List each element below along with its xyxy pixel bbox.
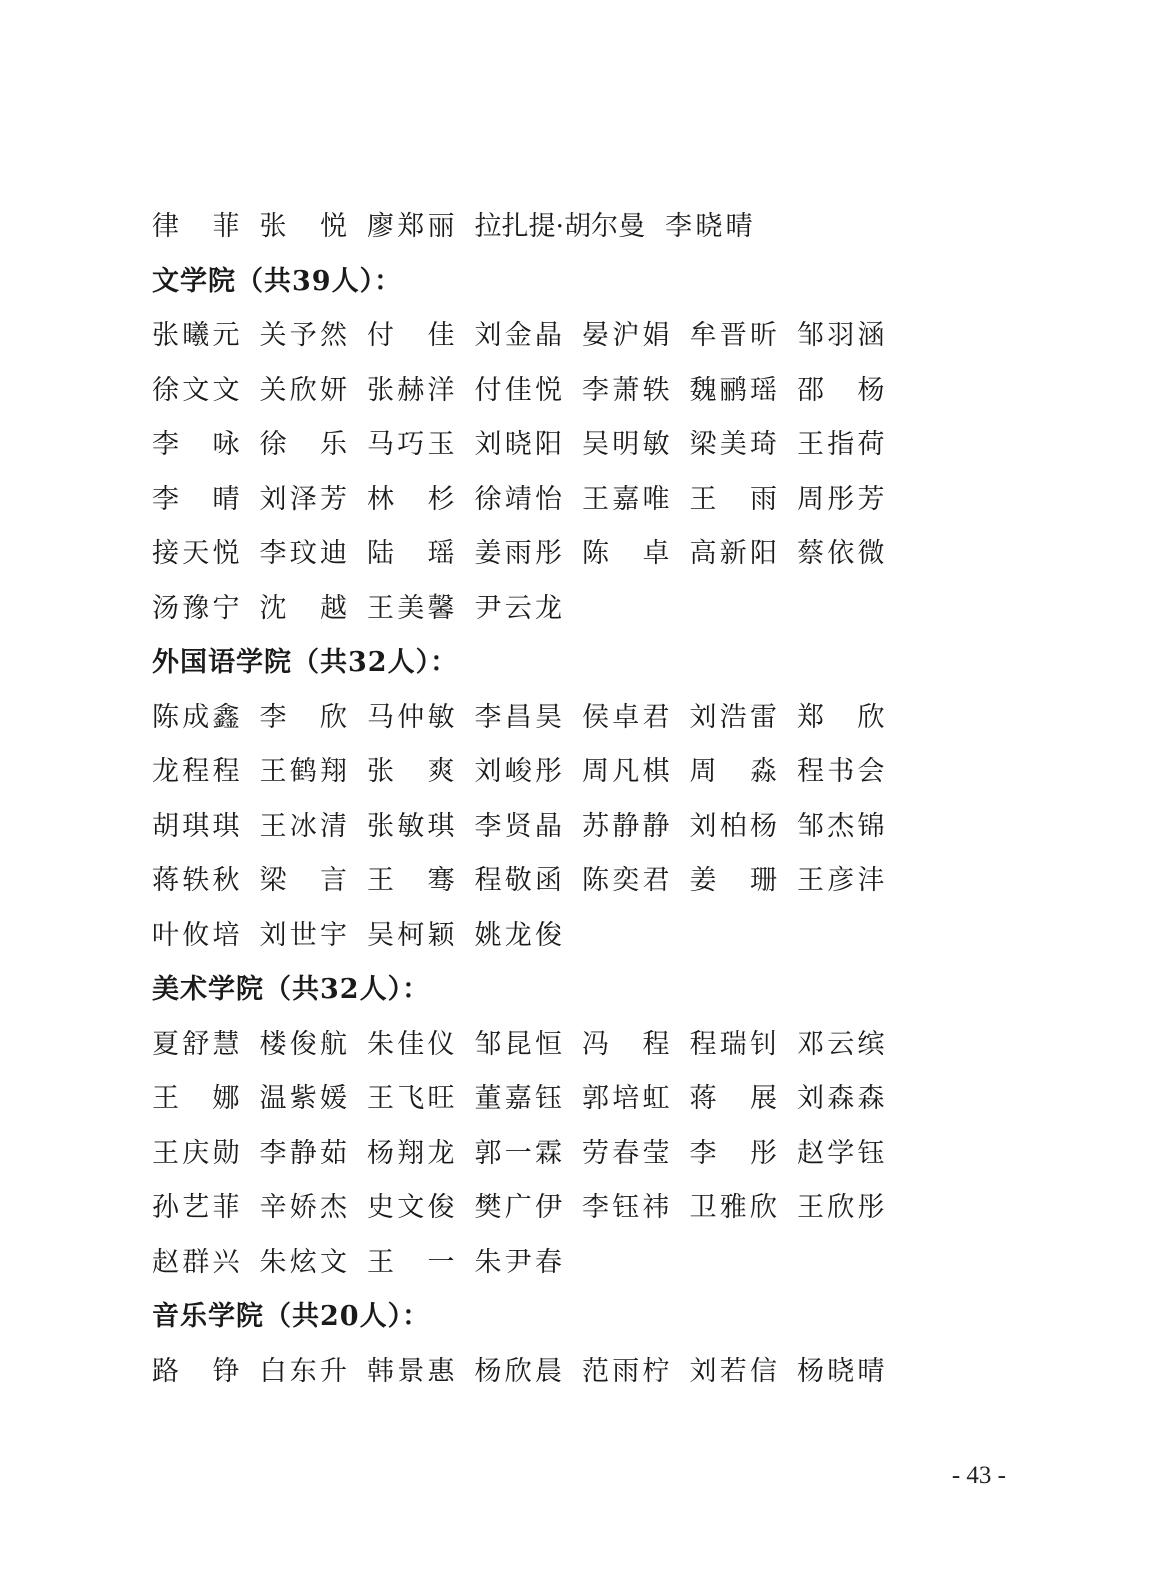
person-name: 姚 龙 俊	[474, 919, 562, 951]
person-name: 王 骞	[367, 865, 455, 896]
person-name: 王 欣 彤	[797, 1192, 885, 1223]
person-name: 陈 奕 君	[582, 865, 670, 896]
page-number-text: - 43 -	[951, 1462, 1006, 1489]
person-name: 接 天 悦	[152, 538, 240, 569]
person-name: 龙 程 程	[152, 756, 240, 787]
person-name: 刘 金 晶	[474, 320, 562, 351]
name-row	[152, 1236, 912, 1291]
person-name: 楼 俊 航	[259, 1028, 347, 1060]
person-name: 蔡 依 微	[797, 538, 885, 569]
person-name: 刘 世 宇	[259, 919, 347, 951]
person-name: 王 美 馨	[367, 592, 455, 624]
person-name: 郑 欣	[797, 701, 885, 733]
person-name: 沈 越	[259, 592, 347, 624]
person-name: 侯 卓 君	[582, 701, 670, 733]
person-name: 董 嘉 钰	[474, 1083, 562, 1114]
person-name: 李 贤 晶	[474, 810, 562, 842]
person-name: 张 悦	[259, 211, 347, 242]
person-name: 卫 雅 欣	[689, 1192, 777, 1223]
person-name: 关 欣 妍	[259, 374, 347, 406]
person-name: 陈 卓	[582, 538, 670, 569]
person-name: 高 新 阳	[689, 538, 777, 569]
person-name: 梁 美 琦	[689, 429, 777, 460]
name-row	[152, 1127, 912, 1182]
person-name: 韩 景 惠	[367, 1355, 455, 1387]
person-name: 王 彦 沣	[797, 865, 885, 896]
person-name: 吴 柯 颖	[367, 919, 455, 951]
person-name: 王 冰 清	[259, 810, 347, 842]
person-name: 杨 欣 晨	[474, 1355, 562, 1387]
person-name: 廖 郑 丽	[367, 211, 455, 242]
person-name: 邹 昆 恒	[474, 1028, 562, 1060]
continuation-row	[152, 200, 912, 255]
person-name: 程 敬 函	[474, 865, 562, 896]
document-body	[152, 200, 912, 1399]
person-name: 刘 泽 芳	[259, 483, 347, 515]
section-heading: 文学院（共39人）：	[152, 265, 403, 297]
name-row	[152, 1181, 912, 1236]
name-row	[152, 582, 912, 637]
name-row	[152, 854, 912, 909]
person-name: 王 鹤 翔	[259, 756, 347, 787]
person-name: 蒋 轶 秋	[152, 865, 240, 896]
person-name: 李 昌 昊	[474, 701, 562, 733]
person-name: 赵 群 兴	[152, 1246, 240, 1278]
person-name: 律 菲	[152, 211, 240, 242]
person-name: 付 佳	[367, 320, 455, 351]
person-name: 朱 尹 春	[474, 1246, 562, 1278]
person-name: 林 杉	[367, 483, 455, 515]
person-name: 刘 森 森	[797, 1083, 885, 1114]
person-name: 王 飞 旺	[367, 1083, 455, 1114]
person-name: 马 巧 玉	[367, 429, 455, 460]
person-name: 张 敏 琪	[367, 810, 455, 842]
person-name: 邵 杨	[797, 374, 885, 406]
person-name: 刘 柏 杨	[689, 810, 777, 842]
person-name: 路 铮	[152, 1355, 240, 1387]
person-name: 李 咏	[152, 429, 240, 460]
person-name: 李 晓 晴	[665, 211, 753, 242]
name-row	[152, 418, 912, 473]
person-name: 朱 炫 文	[259, 1246, 347, 1278]
name-row	[152, 309, 912, 364]
person-name: 陆 瑶	[367, 538, 455, 569]
person-name: 邓 云 缤	[797, 1028, 885, 1060]
person-name: 杨 翔 龙	[367, 1137, 455, 1169]
page-number	[0, 1462, 1154, 1490]
person-name: 辛 娇 杰	[259, 1192, 347, 1223]
person-name: 程 瑞 钊	[689, 1028, 777, 1060]
person-name: 刘 晓 阳	[474, 429, 562, 460]
person-name: 程 书 会	[797, 756, 885, 787]
name-row	[152, 1072, 912, 1127]
person-name: 赵 学 钰	[797, 1137, 885, 1169]
person-name: 马 仲 敏	[367, 701, 455, 733]
person-name: 杨 晓 晴	[797, 1355, 885, 1387]
person-name: 蒋 展	[689, 1083, 777, 1114]
person-name: 梁 言	[259, 865, 347, 896]
name-row	[152, 1345, 912, 1400]
person-name: 李 萧 轶	[582, 374, 670, 406]
person-name: 周 凡 棋	[582, 756, 670, 787]
person-name: 关 予 然	[259, 320, 347, 351]
person-name: 王 娜	[152, 1083, 240, 1114]
person-name: 李 晴	[152, 483, 240, 515]
person-name: 朱 佳 仪	[367, 1028, 455, 1060]
name-row	[152, 527, 912, 582]
person-name: 温 紫 媛	[259, 1083, 347, 1114]
name-row	[152, 1018, 912, 1073]
person-name: 张 曦 元	[152, 320, 240, 351]
person-name: 牟 晋 昕	[689, 320, 777, 351]
person-name: 胡 琪 琪	[152, 810, 240, 842]
person-name: 叶 攸 培	[152, 919, 240, 951]
person-name: 徐 文 文	[152, 374, 240, 406]
section-heading: 音乐学院（共20人）：	[152, 1301, 431, 1332]
person-name: 陈 成 鑫	[152, 701, 240, 733]
person-name: 李 欣	[259, 701, 347, 733]
person-name: 付 佳 悦	[474, 374, 562, 406]
person-name: 刘 浩 雷	[689, 701, 777, 733]
person-name: 史 文 俊	[367, 1192, 455, 1223]
person-name: 周 彤 芳	[797, 483, 885, 515]
person-name: 王 嘉 唯	[582, 483, 670, 515]
person-name: 夏 舒 慧	[152, 1028, 240, 1060]
person-name: 李 玟 迪	[259, 538, 347, 569]
section-heading: 美术学院（共32人）：	[152, 974, 431, 1005]
name-row	[152, 691, 912, 746]
name-row	[152, 800, 912, 855]
person-name: 劳 春 莹	[582, 1137, 670, 1169]
person-name: 张 爽	[367, 756, 455, 787]
person-name: 刘 峻 彤	[474, 756, 562, 787]
section-heading: 外国语学院（共32人）：	[152, 647, 459, 678]
person-name: 徐 靖 怡	[474, 483, 562, 515]
person-name: 王 一	[367, 1246, 455, 1278]
person-name: 魏 鹂 瑶	[689, 374, 777, 406]
person-name: 冯 程	[582, 1028, 670, 1060]
person-name: 李 钰 祎	[582, 1192, 670, 1223]
person-name: 樊 广 伊	[474, 1192, 562, 1223]
name-row	[152, 909, 912, 964]
person-name: 徐 乐	[259, 429, 347, 460]
person-name: 尹 云 龙	[474, 592, 562, 624]
person-name: 邹 杰 锦	[797, 810, 885, 842]
person-name: 王 指 荷	[797, 429, 885, 460]
person-name: 姜 珊	[689, 865, 777, 896]
person-name: 拉扎提·胡尔曼	[474, 211, 646, 242]
person-name: 李 静 茹	[259, 1137, 347, 1169]
person-name: 王 雨	[689, 483, 777, 515]
name-row	[152, 745, 912, 800]
name-row	[152, 473, 912, 528]
person-name: 苏 静 静	[582, 810, 670, 842]
name-row	[152, 364, 912, 419]
person-name: 姜 雨 彤	[474, 538, 562, 569]
person-name: 邹 羽 涵	[797, 320, 885, 351]
person-name: 王 庆 勋	[152, 1137, 240, 1169]
person-name: 吴 明 敏	[582, 429, 670, 460]
person-name: 范 雨 柠	[582, 1355, 670, 1387]
person-name: 郭 一 霖	[474, 1137, 562, 1169]
person-name: 孙 艺 菲	[152, 1192, 240, 1223]
person-name: 汤 豫 宁	[152, 592, 240, 624]
person-name: 周 淼	[689, 756, 777, 787]
person-name: 白 东 升	[259, 1355, 347, 1387]
person-name: 晏 沪 娟	[582, 320, 670, 351]
person-name: 张 赫 洋	[367, 374, 455, 406]
person-name: 李 彤	[689, 1137, 777, 1169]
person-name: 刘 若 信	[689, 1355, 777, 1387]
person-name: 郭 培 虹	[582, 1083, 670, 1114]
